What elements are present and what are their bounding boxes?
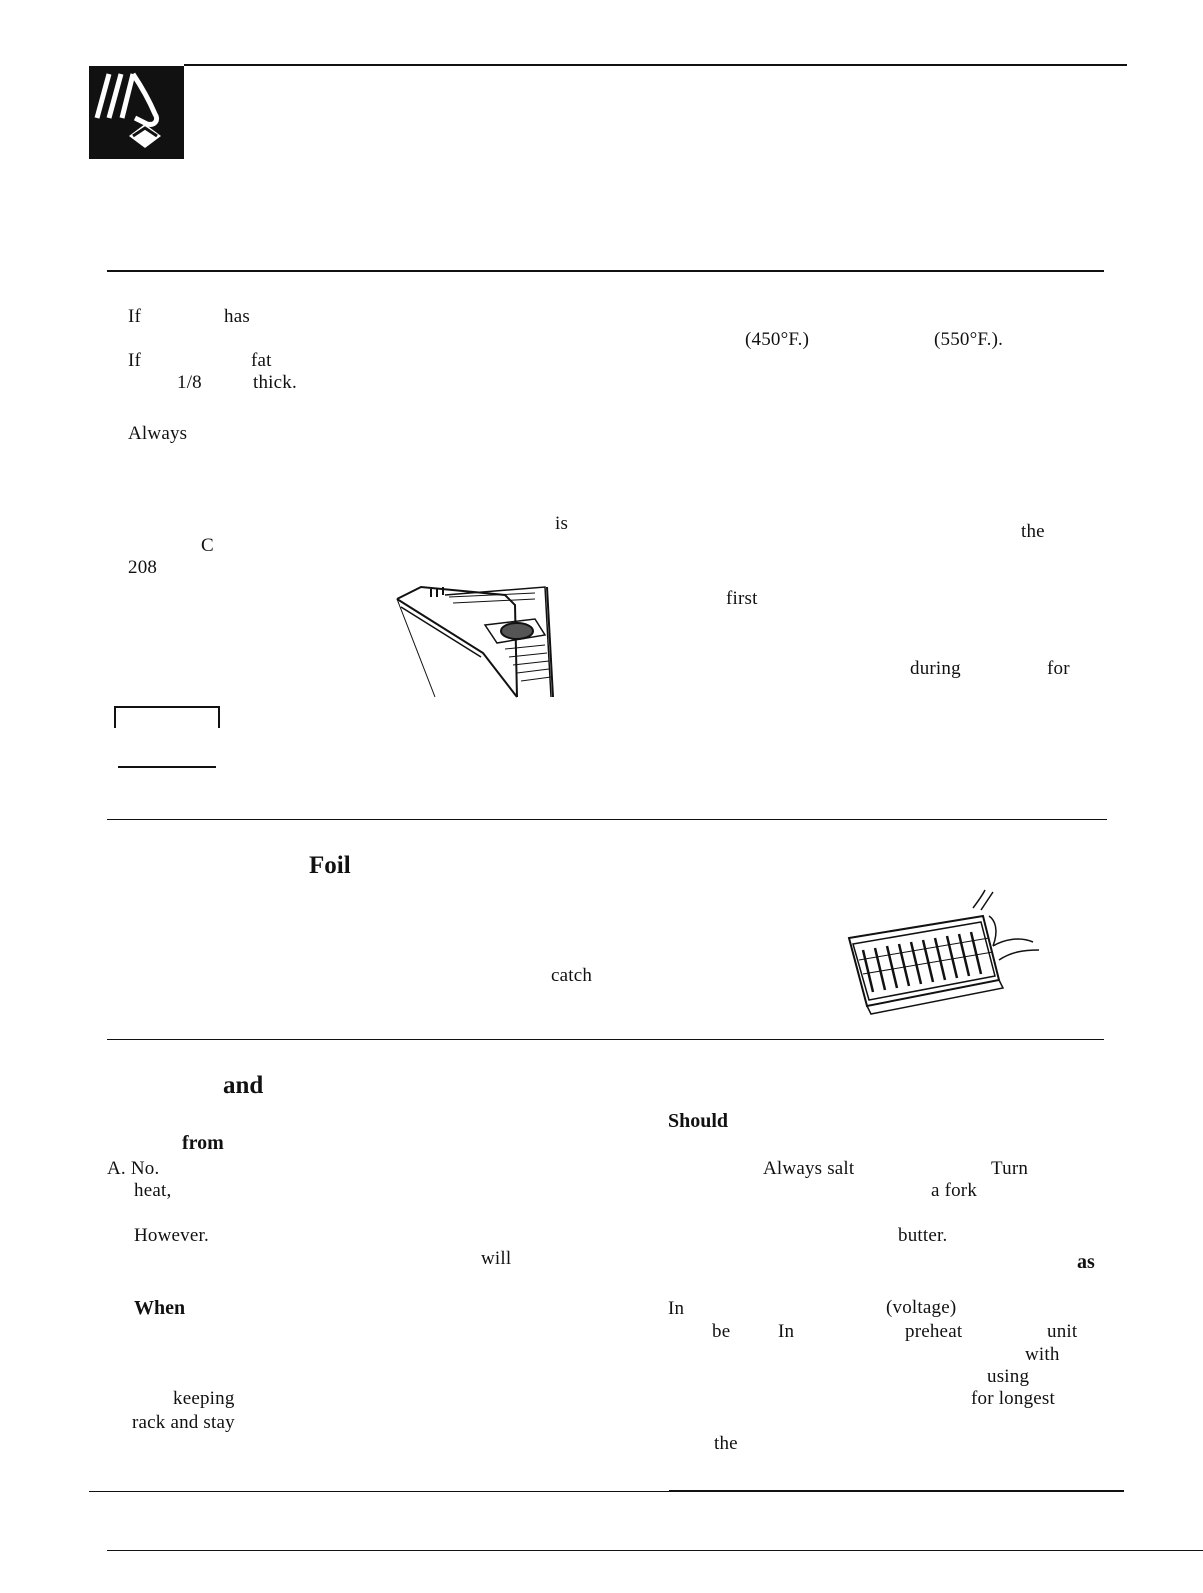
hand-pressing-button-icon <box>89 66 184 159</box>
qa-q4-the: the <box>714 1433 738 1454</box>
bracket-top <box>114 706 220 708</box>
qa-q4-for-longest: for longest <box>971 1388 1055 1409</box>
broil-the: the <box>1021 521 1045 542</box>
broil-temp-low: (450°F.) <box>745 329 810 350</box>
section-rule-3 <box>107 1039 1104 1040</box>
section-rule-2 <box>107 819 1107 820</box>
qa-a2-rack: rack and stay <box>132 1412 235 1433</box>
qa-q4-preheat: preheat <box>905 1321 963 1342</box>
broil-for: for <box>1047 658 1070 679</box>
qa-q4-using: using <box>987 1366 1030 1387</box>
broil-fat: fat <box>251 350 272 371</box>
bracket-underline <box>118 766 216 768</box>
foil-catch: catch <box>551 965 593 986</box>
broil-temp-high: (550°F.). <box>934 329 1004 350</box>
broil-always: Always <box>128 423 188 444</box>
broil-fraction: 1/8 <box>177 372 202 393</box>
qa-q4-in: In <box>668 1298 685 1319</box>
qa-a1-will: will <box>481 1248 512 1269</box>
foil-heading: Foil <box>309 852 351 879</box>
qa-a3-a-fork: a fork <box>931 1180 978 1201</box>
broil-thick: thick. <box>253 372 297 393</box>
qa-q1-from: from <box>182 1132 224 1154</box>
broil-if-2: If <box>128 350 142 371</box>
qa-a1-however: However. <box>134 1225 209 1246</box>
qa-q4-voltage: (voltage) <box>886 1297 957 1318</box>
broil-c: C <box>201 535 214 556</box>
broil-is: is <box>555 513 569 534</box>
header-icon-block <box>89 66 184 159</box>
qa-heading: and <box>223 1072 264 1099</box>
footer-rule <box>107 1550 1203 1551</box>
qa-a1-heat: heat, <box>134 1180 172 1201</box>
qa-q4-unit: unit <box>1047 1321 1078 1342</box>
broil-208: 208 <box>128 557 158 578</box>
qa-a2-keeping: keeping <box>173 1388 235 1409</box>
qa-a3-always-salt: Always salt <box>763 1158 855 1179</box>
qa-a1-no: A. No. <box>107 1158 160 1179</box>
qa-q2-when: When <box>134 1297 186 1319</box>
qa-q4-with: with <box>1025 1344 1060 1365</box>
broil-first: first <box>726 588 758 609</box>
bracket-left <box>114 706 116 728</box>
broil-during: during <box>910 658 961 679</box>
broiler-pan-foil-icon <box>843 890 1043 1020</box>
qa-a3-turn: Turn <box>991 1158 1029 1179</box>
broil-has: has <box>224 306 250 327</box>
qa-a3-as: as <box>1077 1251 1095 1273</box>
bottom-rule-right <box>669 1490 1124 1492</box>
qa-a3-butter: butter. <box>898 1225 948 1246</box>
section-rule-1 <box>107 270 1104 272</box>
top-rule <box>184 64 1127 66</box>
qa-q4-be: be <box>712 1321 731 1342</box>
bracket-right <box>218 706 220 728</box>
oven-door-rack-icon <box>385 585 555 700</box>
qa-q3-should: Should <box>668 1110 729 1132</box>
bottom-rule-left <box>89 1491 669 1492</box>
broil-if-1: If <box>128 306 142 327</box>
qa-q4-in2: In <box>778 1321 795 1342</box>
